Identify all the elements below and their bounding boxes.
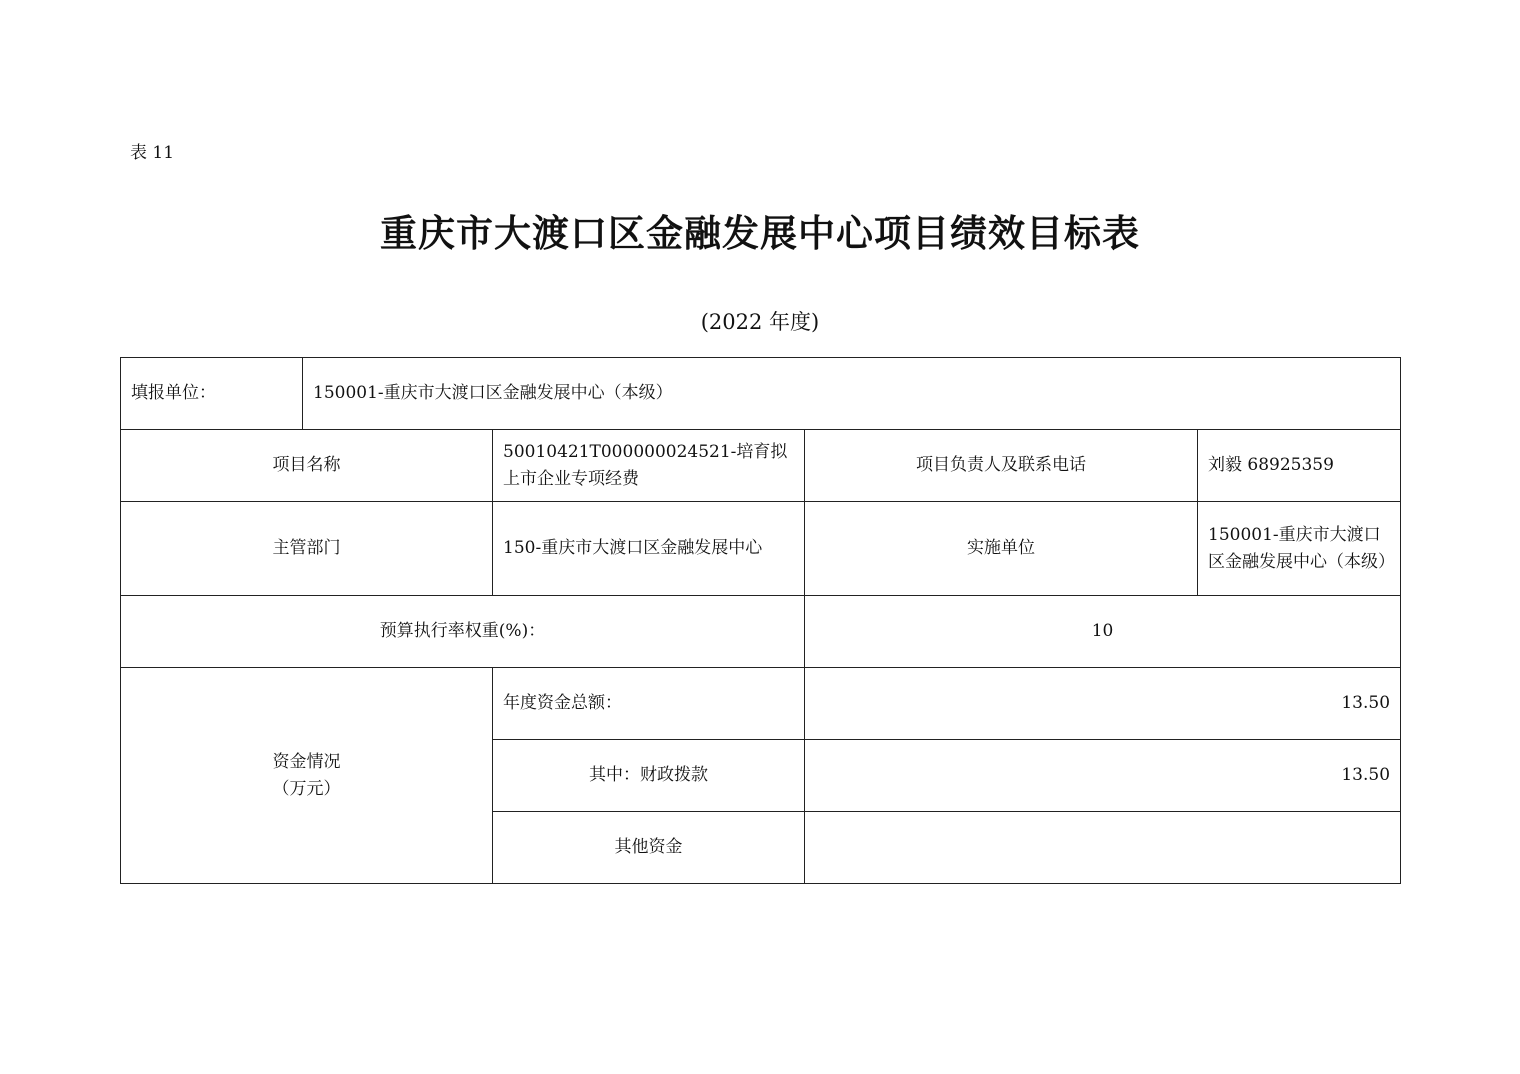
- table-row: [121, 596, 1401, 668]
- weight-value: 10: [805, 596, 1401, 668]
- other-funds-label: 其他资金: [493, 812, 805, 884]
- fiscal-funds-value: 13.50: [805, 740, 1401, 812]
- annual-funds-label: 年度资金总额：: [493, 668, 805, 740]
- year-subtitle: (2022 年度): [700, 310, 820, 334]
- leader-label: 项目负责人及联系电话: [805, 430, 1198, 502]
- weight-label: 预算执行率权重(%)：: [121, 596, 805, 668]
- table-row: [121, 502, 1401, 596]
- project-name-label: 项目名称: [121, 430, 493, 502]
- funds-label-line-1: 资金情况: [272, 752, 341, 773]
- table-row: [121, 668, 1401, 740]
- project-name-value: 50010421T000000024521-培育拟上市企业专项经费: [493, 430, 805, 502]
- impl-label: 实施单位: [805, 502, 1198, 596]
- other-funds-value: [805, 812, 1401, 884]
- annual-funds-value: 13.50: [805, 668, 1401, 740]
- funds-label-line-2: （万元）: [272, 778, 341, 799]
- table-row: [121, 430, 1401, 502]
- table-row: [121, 358, 1401, 430]
- table-number: 表 11: [130, 143, 175, 163]
- performance-target-table: [120, 357, 1401, 884]
- leader-value: 刘毅 68925359: [1198, 430, 1401, 502]
- unit-label: 填报单位：: [121, 358, 303, 430]
- impl-value: 150001-重庆市大渡口区金融发展中心（本级）: [1198, 502, 1401, 596]
- unit-value: 150001-重庆市大渡口区金融发展中心（本级）: [303, 358, 1401, 430]
- dept-value: 150-重庆市大渡口区金融发展中心: [493, 502, 805, 596]
- fiscal-funds-label: 其中：财政拨款: [493, 740, 805, 812]
- dept-label: 主管部门: [121, 502, 493, 596]
- funds-label: [121, 668, 493, 884]
- page-title: 重庆市大渡口区金融发展中心项目绩效目标表: [380, 212, 1140, 255]
